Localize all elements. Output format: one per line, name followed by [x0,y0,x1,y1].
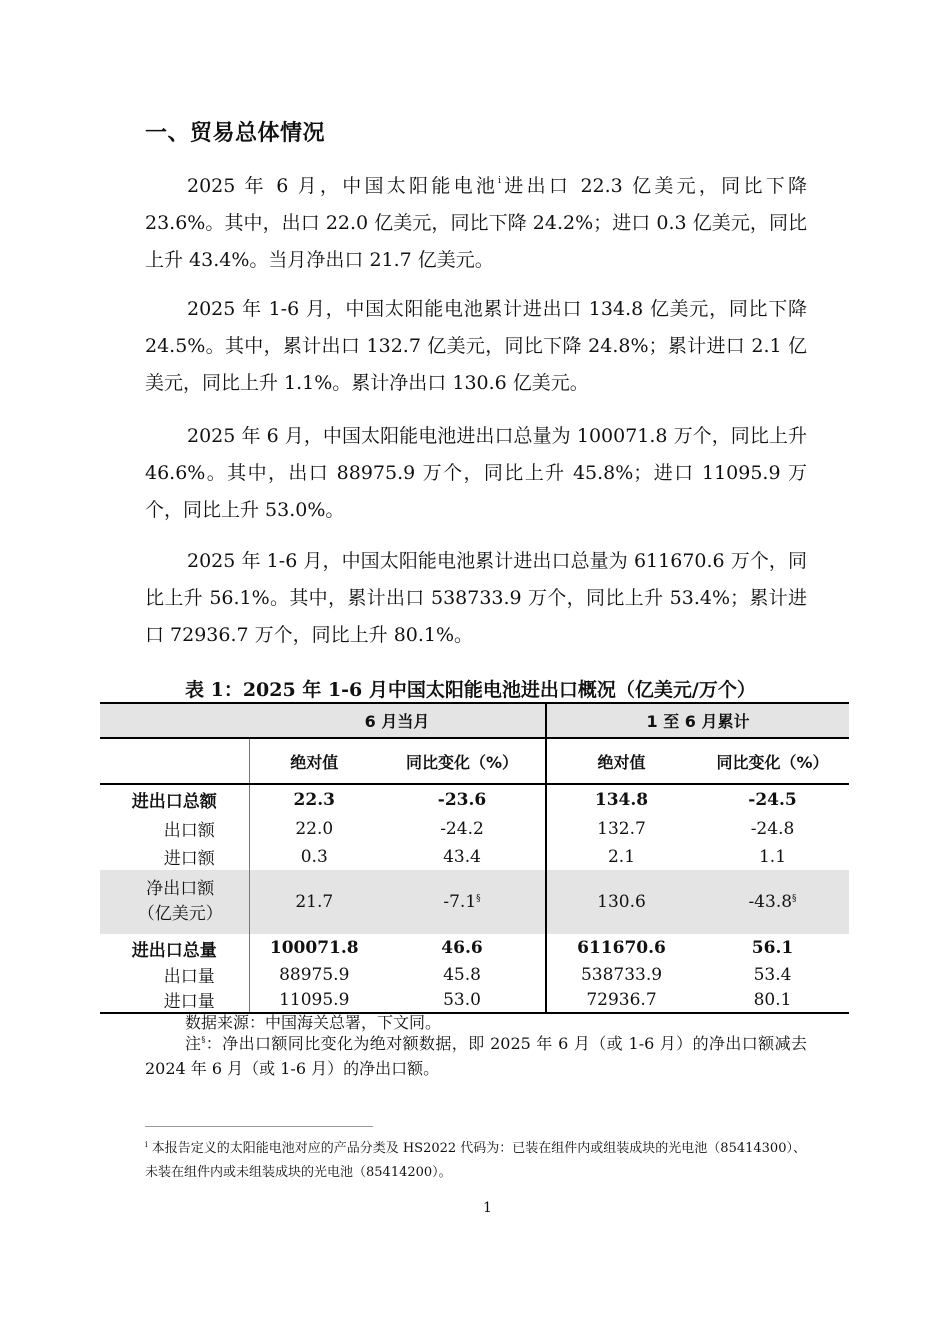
note-marker: § [792,894,797,904]
paragraph-text: 2025 年 6 月，中国太阳能电池 [187,175,499,197]
row-label-line: 净出口额 [146,879,215,899]
table-subheader-row [100,738,849,784]
footnote-text: 本报告定义的太阳能电池对应的产品分类及 HS2022 代码为：已装在组件内或组装成块的光电池（85414300）、未装在组件内或未组装成块的光电池（85414200）。 [145,1141,806,1180]
paragraph-ytd-value: 2025 年 1-6 月，中国太阳能电池累计进出口 134.8 亿美元，同比下降 24.5%。其中，累计出口 132.7 亿美元，同比下降 24.8%；累计进口 2.1 亿美元，同比上升 1.1%。累计净出口 130.6 亿美元。 [145,298,807,394]
header-ytd-group: 1 至 6 月累计 [546,703,849,738]
cell-june-abs: 0.3 [249,843,379,870]
row-label: 进口量 [100,987,249,1013]
footnote-marker: i [145,1140,148,1149]
cell-ytd-abs: 611670.6 [546,934,696,962]
cell-june-yoy: 45.8 [443,964,481,985]
table-row [100,934,849,962]
table-row [100,814,849,843]
table-header-row [100,703,849,738]
cell-june-yoy: -24.2 [440,818,484,839]
note-marker: § [476,894,481,904]
cell-june-yoy: 46.6 [441,938,483,958]
cell-june-yoy: -23.6 [437,789,487,810]
cell-june-abs: 22.3 [249,784,379,814]
section-heading: 一、贸易总体情况 [145,121,326,146]
cell-ytd-yoy: 1.1 [758,846,787,867]
cell-june-abs: 22.0 [249,814,379,843]
header-ytd-yoy: 同比变化（%） [696,738,849,784]
cell-value: -7.1 [443,892,477,912]
cell-ytd-yoy: 53.4 [753,964,792,985]
cell-june-abs: 11095.9 [249,987,379,1013]
cell-ytd-abs: 538733.9 [546,962,696,987]
paragraph-june-volume: 2025 年 6 月，中国太阳能电池进出口总量为 100071.8 万个，同比上升 46.6%。其中，出口 88975.9 万个，同比上升 45.8%；进口 11095.9 万个，同比上升 53.0%。 [145,425,807,521]
table-row [100,843,849,870]
header-empty-cell [100,703,249,738]
cell-june-abs: 100071.8 [249,934,379,962]
header-june-abs: 绝对值 [249,738,379,784]
subheader-empty-cell [100,738,249,784]
note-text: ：净出口额同比变化为绝对额数据，即 2025 年 6 月（或 1-6 月）的净出口额减去 2024 年 6 月（或 1-6 月）的净出口额。 [145,1034,807,1078]
trade-summary-table [100,702,849,1014]
header-june-yoy: 同比变化（%） [379,738,546,784]
data-source: 数据来源：中国海关总署，下文同。 [185,1013,442,1032]
table-row [100,870,849,934]
cell-ytd-abs: 72936.7 [546,987,696,1013]
row-label: 进口额 [163,849,215,869]
note-prefix: 注 [185,1034,202,1053]
cell-ytd-yoy: 80.1 [696,987,849,1013]
cell-ytd-abs: 132.7 [546,814,696,843]
cell-ytd-yoy: -24.5 [748,789,797,810]
footnote-divider [145,1126,373,1127]
cell-june-yoy: 43.4 [443,846,481,867]
row-label: 出口量 [163,967,215,987]
cell-ytd-yoy: -24.8 [750,818,795,839]
page-number: 1 [483,1200,492,1216]
cell-june-yoy [379,870,546,934]
header-ytd-abs: 绝对值 [546,738,696,784]
header-june-group: 6 月当月 [249,703,546,738]
cell-ytd-yoy [696,870,849,934]
footnote [145,1137,807,1185]
row-label-unit: （亿美元） [137,904,223,924]
cell-ytd-abs: 130.6 [546,870,696,934]
table-caption: 表 1：2025 年 1-6 月中国太阳能电池进出口概况（亿美元/万个） [185,679,756,701]
row-label: 进出口总额 [131,792,217,812]
cell-ytd-abs: 2.1 [546,843,696,870]
cell-june-yoy: 53.0 [379,987,546,1013]
cell-ytd-yoy: 56.1 [751,938,794,958]
table-row [100,784,849,814]
row-label: 出口额 [163,821,215,841]
row-label [100,870,249,934]
paragraph-june-value [145,168,807,279]
cell-value: -43.8 [748,892,793,912]
row-label: 进出口总量 [131,940,217,961]
cell-june-abs: 21.7 [249,870,379,934]
cell-ytd-abs: 134.8 [546,784,696,814]
cell-june-abs: 88975.9 [249,962,379,987]
table-note [145,1031,807,1081]
note-marker: § [201,1035,206,1044]
paragraph-text: 进出口 22.3 亿美元，同比下降 23.6%。其中，出口 22.0 亿美元，同比下降 24.2%；进口 0.3 亿美元，同比上升 43.4%。当月净出口 21.7 亿美元。 [145,175,807,271]
table-row [100,962,849,987]
footnote-marker[interactable]: i [498,176,502,186]
paragraph-ytd-volume: 2025 年 1-6 月，中国太阳能电池累计进出口总量为 611670.6 万个，同比上升 56.1%。其中，累计出口 538733.9 万个，同比上升 53.4%；累计进口 72936.7 万个，同比上升 80.1%。 [145,550,807,646]
